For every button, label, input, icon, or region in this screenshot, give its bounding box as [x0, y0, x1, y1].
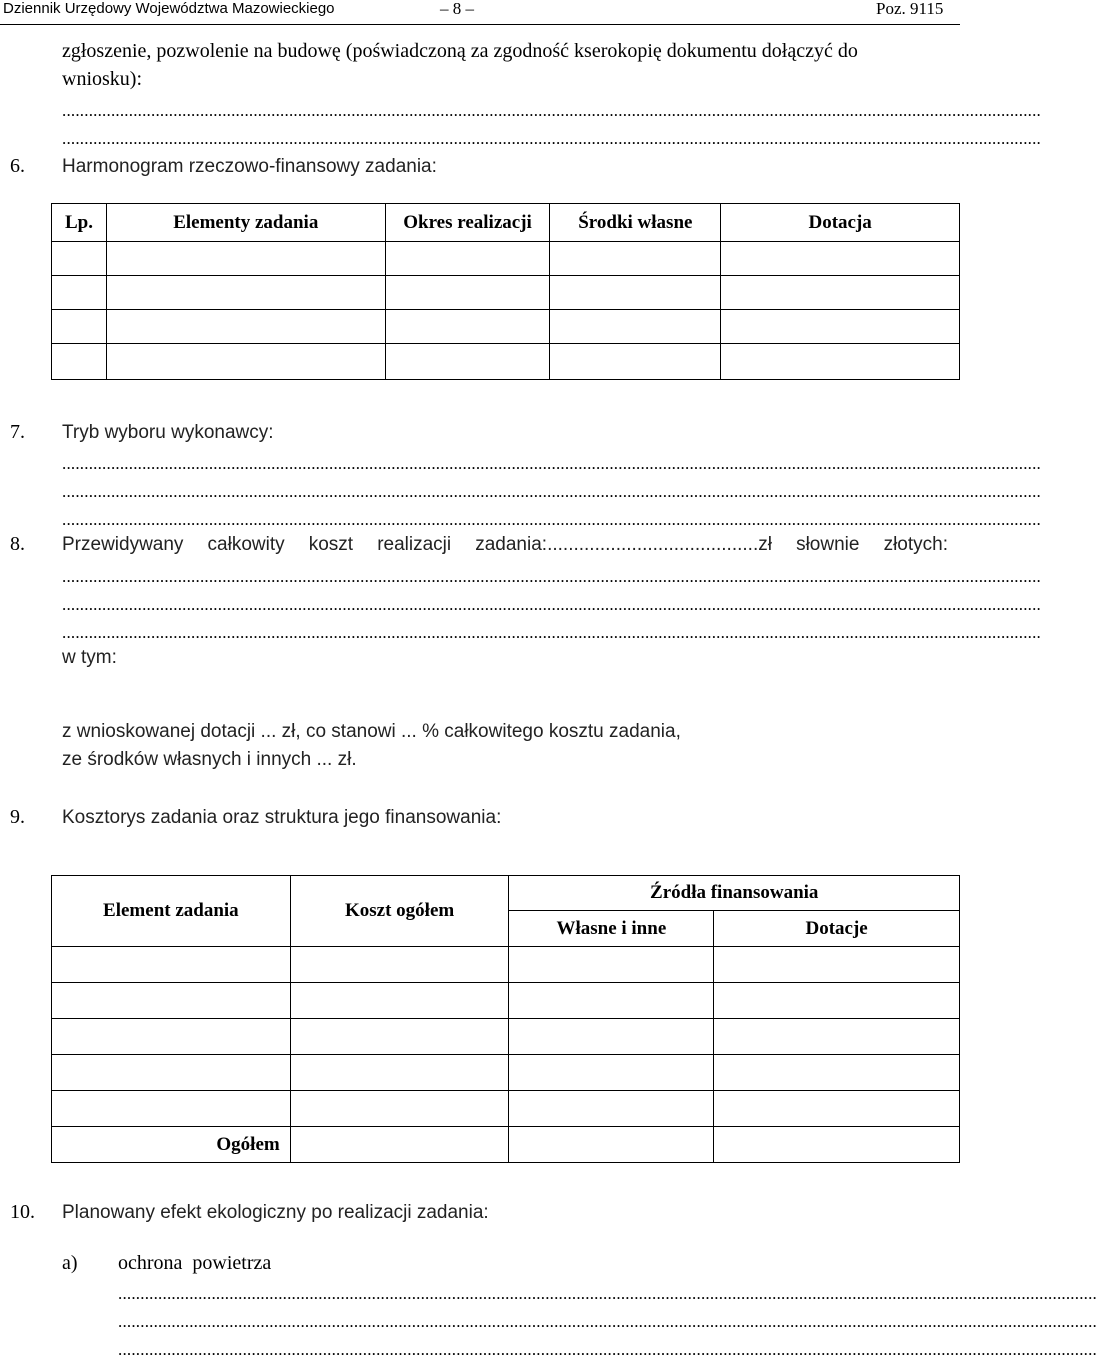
total-label: Ogółem: [52, 1127, 291, 1163]
cell-own-funds[interactable]: [550, 344, 721, 380]
schedule-table: [51, 203, 960, 380]
cell-subsidies[interactable]: [714, 983, 960, 1019]
cell-subsidies[interactable]: [714, 1055, 960, 1091]
item-a-label: a): [62, 1252, 78, 1274]
table-row: [52, 344, 960, 380]
cell-subsidies[interactable]: [714, 1091, 960, 1127]
cell-total-cost-sum[interactable]: [290, 1127, 509, 1163]
section-10-number: 10.: [10, 1201, 35, 1223]
cell-elements[interactable]: [106, 344, 385, 380]
intro-line-2: wniosku):: [62, 68, 142, 90]
subsidy-amount-line: z wnioskowanej dotacji ... zł, co stanowi ... % całkowitego kosztu zadania,: [62, 721, 681, 742]
cell-lp[interactable]: [52, 242, 107, 276]
header-subsidy: Dotacja: [721, 204, 960, 242]
table-row: [52, 310, 960, 344]
cell-elements[interactable]: [106, 276, 385, 310]
cell-own-and-other[interactable]: [509, 1019, 714, 1055]
fill-line: ............................................................................................................................................................................................................................: [62, 567, 1041, 586]
cell-subsidy[interactable]: [721, 310, 960, 344]
cell-element[interactable]: [52, 983, 291, 1019]
page-number: – 8 –: [440, 0, 474, 18]
cell-own-and-other-sum[interactable]: [509, 1127, 714, 1163]
header-funding-sources: Źródła finansowania: [509, 876, 960, 911]
section-6-title: Harmonogram rzeczowo-finansowy zadania:: [62, 156, 437, 177]
position-number: Poz. 9115: [876, 0, 944, 18]
table-total-row: [52, 1127, 960, 1163]
cell-subsidy[interactable]: [721, 242, 960, 276]
fill-line: ............................................................................................................................................................................................................................: [62, 623, 1041, 642]
cell-total-cost[interactable]: [290, 983, 509, 1019]
intro-line-1: zgłoszenie, pozwolenie na budowę (poświadczoną za zgodność kserokopię dokumentu dołączyć do: [62, 40, 858, 62]
cell-period[interactable]: [385, 276, 550, 310]
cell-subsidies-sum[interactable]: [714, 1127, 960, 1163]
header-rule: [0, 24, 960, 25]
table-row: [52, 1055, 960, 1091]
cell-lp[interactable]: [52, 310, 107, 344]
cell-own-and-other[interactable]: [509, 983, 714, 1019]
cell-elements[interactable]: [106, 310, 385, 344]
cell-lp[interactable]: [52, 276, 107, 310]
cell-total-cost[interactable]: [290, 1055, 509, 1091]
item-a-title: ochrona powietrza: [118, 1252, 272, 1274]
fill-line: ............................................................................................................................................................................................................................: [62, 129, 1041, 148]
amount-fill[interactable]: .....................................: [547, 534, 743, 555]
cell-element[interactable]: [52, 1091, 291, 1127]
header-subsidies: Dotacje: [714, 911, 960, 947]
cell-element[interactable]: [52, 1019, 291, 1055]
section-9-title: Kosztorys zadania oraz struktura jego finansowania:: [62, 807, 502, 828]
w-tym-label: w tym:: [62, 647, 117, 668]
cell-own-funds[interactable]: [550, 242, 721, 276]
cell-period[interactable]: [385, 344, 550, 380]
table-header-row: [52, 876, 960, 911]
cell-total-cost[interactable]: [290, 1091, 509, 1127]
cell-total-cost[interactable]: [290, 947, 509, 983]
cell-lp[interactable]: [52, 344, 107, 380]
cell-own-and-other[interactable]: [509, 947, 714, 983]
cell-element[interactable]: [52, 947, 291, 983]
cell-total-cost[interactable]: [290, 1019, 509, 1055]
header-elements: Elementy zadania: [106, 204, 385, 242]
table-row: [52, 947, 960, 983]
fill-line: ............................................................................................................................................................................................................................: [62, 101, 1041, 120]
cell-subsidy[interactable]: [721, 344, 960, 380]
fill-line: ............................................................................................................................................................................................................................: [62, 454, 1041, 473]
cell-elements[interactable]: [106, 242, 385, 276]
cell-period[interactable]: [385, 242, 550, 276]
cell-own-funds[interactable]: [550, 310, 721, 344]
fill-line: ............................................................................................................................................................................................................................: [62, 510, 1041, 529]
header-element: Element zadania: [52, 876, 291, 947]
section-8-title: Przewidywany całkowity koszt realizacji zadania:........................................zł słownie złotych:: [62, 534, 948, 555]
cell-period[interactable]: [385, 310, 550, 344]
cell-own-and-other[interactable]: [509, 1055, 714, 1091]
journal-title: Dziennik Urzędowy Województwa Mazowieckiego: [3, 0, 335, 17]
table-header-row: [52, 204, 960, 242]
table-row: [52, 1091, 960, 1127]
fill-line: ............................................................................................................................................................................................................................: [118, 1284, 1097, 1303]
table-row: [52, 276, 960, 310]
table-row: [52, 242, 960, 276]
fill-line: ............................................................................................................................................................................................................................: [62, 482, 1041, 501]
budget-table: [51, 875, 960, 1163]
header-own-and-other: Własne i inne: [509, 911, 714, 947]
fill-line: ............................................................................................................................................................................................................................: [118, 1340, 1097, 1359]
fill-line: ............................................................................................................................................................................................................................: [118, 1312, 1097, 1331]
table-row: [52, 983, 960, 1019]
cell-own-and-other[interactable]: [509, 1091, 714, 1127]
table-row: [52, 1019, 960, 1055]
header-own-funds: Środki własne: [550, 204, 721, 242]
section-8-number: 8.: [10, 533, 25, 555]
header-lp: Lp.: [52, 204, 107, 242]
section-7-number: 7.: [10, 421, 25, 443]
header-period: Okres realizacji: [385, 204, 550, 242]
cell-own-funds[interactable]: [550, 276, 721, 310]
cell-element[interactable]: [52, 1055, 291, 1091]
fill-line: ............................................................................................................................................................................................................................: [62, 595, 1041, 614]
section-9-number: 9.: [10, 806, 25, 828]
section-6-number: 6.: [10, 155, 25, 177]
cell-subsidies[interactable]: [714, 1019, 960, 1055]
header-total-cost: Koszt ogółem: [290, 876, 509, 947]
section-7-title: Tryb wyboru wykonawcy:: [62, 422, 274, 443]
section-10-title: Planowany efekt ekologiczny po realizacji zadania:: [62, 1202, 489, 1223]
own-funds-amount-line: ze środków własnych i innych ... zł.: [62, 749, 357, 770]
cell-subsidies[interactable]: [714, 947, 960, 983]
cell-subsidy[interactable]: [721, 276, 960, 310]
